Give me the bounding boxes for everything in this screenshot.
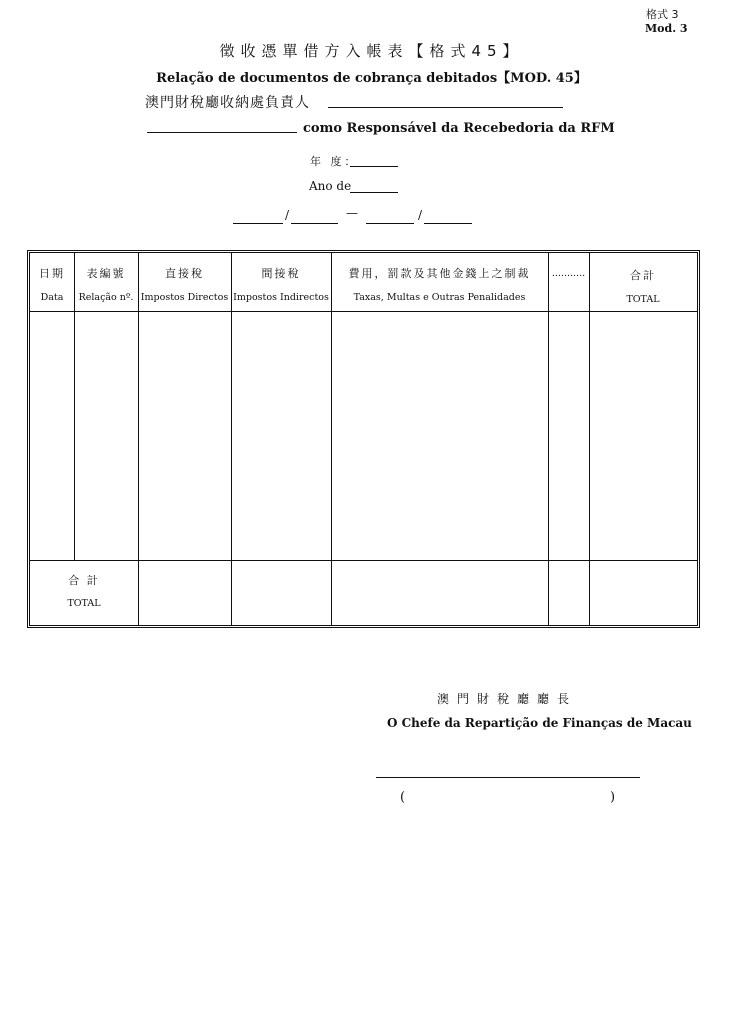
col-total-zh: 合計 xyxy=(630,269,656,282)
signature-paren-close: ) xyxy=(610,790,616,805)
responsible-name-line xyxy=(328,107,563,108)
footer-total-zh: 合 計 xyxy=(68,574,100,587)
col-date-pt: Data xyxy=(40,292,64,303)
col-total-pt: TOTAL xyxy=(626,294,660,305)
period-dash: — xyxy=(346,206,358,220)
year-line-pt xyxy=(350,192,398,193)
responsible-label-pt: como Responsável da Recebedoria da RFM xyxy=(303,121,615,136)
year-label-zh: 年 度： xyxy=(310,155,359,168)
col-fees-fines-pt: Taxas, Multas e Outras Penalidades xyxy=(353,292,526,303)
signature-title-pt: O Chefe da Repartição de Finanças de Macau xyxy=(387,716,692,730)
responsible-label-zh: 澳門財稅廳收納處負責人 xyxy=(145,95,310,111)
period-end-day-line xyxy=(366,223,414,224)
document-title-pt: Relação de documentos de cobrança debitados【MOD. 45】 xyxy=(156,71,587,86)
col-relation-zh: 表編號 xyxy=(86,267,126,280)
col-divider-3 xyxy=(231,253,232,625)
period-slash-2: / xyxy=(418,208,423,222)
period-start-month-line xyxy=(291,223,338,224)
signature-title-zh: 澳門財稅廳廳長 xyxy=(437,692,578,706)
col-direct-taxes-pt: Impostos Directos xyxy=(140,292,229,303)
signature-paren-open: ( xyxy=(400,790,406,805)
col-divider-2 xyxy=(138,253,139,625)
col-other-placeholder: ........... xyxy=(551,268,586,279)
footer-divider xyxy=(30,560,697,561)
col-indirect-taxes-pt: Impostos Indirectos xyxy=(233,292,329,303)
year-label-pt: Ano de xyxy=(309,179,352,193)
period-slash-1: / xyxy=(285,208,290,222)
col-divider-6 xyxy=(589,253,590,625)
col-date-zh: 日期 xyxy=(39,267,65,280)
footer-total-pt: TOTAL xyxy=(67,598,101,609)
signature-line xyxy=(376,777,640,778)
col-indirect-taxes-zh: 間接稅 xyxy=(261,267,301,280)
ledger-table xyxy=(27,250,700,628)
col-relation-pt: Relação nº. xyxy=(78,292,134,303)
form-code-pt: Mod. 3 xyxy=(645,22,688,35)
document-title-zh: 徵收憑單借方入帳表【格式45】 xyxy=(219,42,524,60)
col-fees-fines-zh: 費用，罰款及其他金錢上之制裁 xyxy=(348,267,531,280)
col-direct-taxes-zh: 直接稅 xyxy=(165,267,204,280)
col-divider-5 xyxy=(548,253,549,625)
period-start-day-line xyxy=(233,223,283,224)
header-divider xyxy=(30,311,697,312)
responsible-name-line-2 xyxy=(147,132,297,133)
col-divider-4 xyxy=(331,253,332,625)
period-end-month-line xyxy=(424,223,472,224)
form-code-zh: 格式 3 xyxy=(646,8,679,21)
year-line-zh xyxy=(350,166,398,167)
